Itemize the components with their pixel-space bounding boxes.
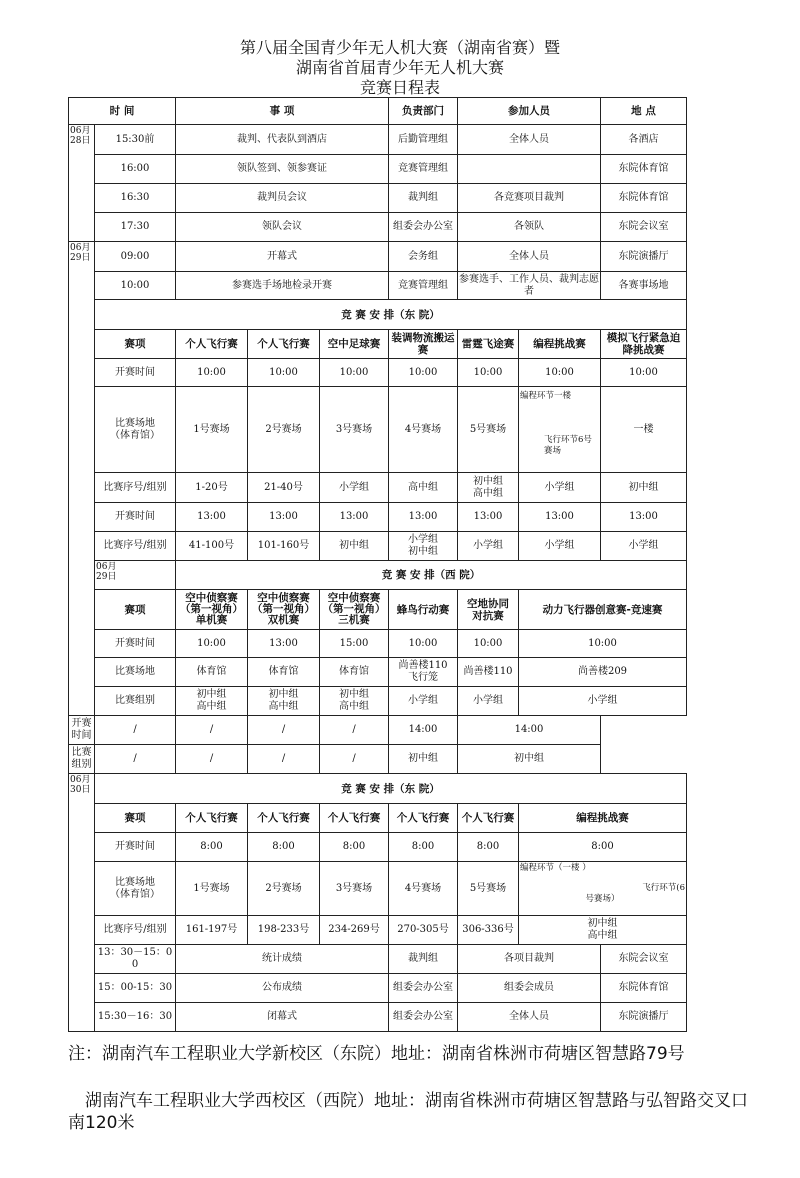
group: 161-197号 — [176, 916, 248, 945]
time-cell: 17:30 — [95, 213, 176, 242]
row-label: 比赛序号/组别 — [95, 916, 176, 945]
section-title-east-30: 竞 赛 安 排（东 院） — [95, 774, 687, 804]
start-time: 15:00 — [320, 630, 389, 658]
note-east-campus: 注：湖南汽车工程职业大学新校区（东院）地址：湖南省株洲市荷塘区智慧路79号 — [68, 1044, 685, 1064]
table-row — [69, 833, 687, 862]
row-label: 比赛序号/组别 — [95, 532, 176, 561]
group: 234-269号 — [320, 916, 389, 945]
start-time: 10:00 — [176, 630, 248, 658]
table-row — [69, 387, 687, 473]
venue: 尚善楼110 飞行笼 — [389, 658, 458, 687]
event-name: 个人飞行赛 — [389, 804, 458, 833]
group: 小学组 — [519, 473, 601, 503]
matter-cell: 闭幕式 — [176, 1003, 389, 1032]
group: 小学组 — [458, 532, 519, 561]
row-label: 开赛时间 — [95, 359, 176, 387]
start-time: 8:00 — [320, 833, 389, 862]
time-cell: 16:30 — [95, 184, 176, 213]
row-label: 比赛场地 — [95, 658, 176, 687]
event-name: 个人飞行赛 — [176, 330, 248, 359]
start-time: 10:00 — [389, 359, 458, 387]
venue: 尚善楼110 — [458, 658, 519, 687]
table-row — [69, 945, 687, 974]
table-row — [69, 473, 687, 503]
start-time: 10:00 — [601, 359, 687, 387]
group: 初中组 — [320, 532, 389, 561]
start-time: / — [176, 716, 248, 745]
dept-cell: 裁判组 — [389, 184, 458, 213]
event-label: 赛项 — [95, 330, 176, 359]
event-name: 个人飞行赛 — [176, 804, 248, 833]
group: 初中组 — [389, 745, 458, 774]
event-name: 装调物流搬运赛 — [389, 330, 458, 359]
section-title-east: 竞 赛 安 排（东 院） — [95, 300, 687, 330]
venue-prog-bottom: 号赛场） — [585, 894, 620, 904]
group: 小学组 — [458, 687, 519, 716]
place-cell: 各酒店 — [601, 125, 687, 155]
event-label: 赛项 — [95, 804, 176, 833]
table-row — [69, 745, 687, 774]
header-time: 时 间 — [69, 98, 176, 125]
venue: 4号赛场 — [389, 387, 458, 473]
venue-programming — [519, 387, 601, 473]
date-cell: 06月 29日 — [95, 561, 176, 590]
table-row — [69, 503, 687, 532]
venue: 体育馆 — [176, 658, 248, 687]
group: 初中组 — [458, 745, 601, 774]
group: 小学组 初中组 — [389, 532, 458, 561]
matter-cell: 统计成绩 — [176, 945, 389, 974]
time-cell: 15：00-15：30 — [95, 974, 176, 1003]
table-row — [69, 359, 687, 387]
group: 初中组 高中组 — [320, 687, 389, 716]
table-row — [69, 272, 687, 300]
group: 270-305号 — [389, 916, 458, 945]
start-time: / — [248, 716, 320, 745]
matter-cell: 公布成绩 — [176, 974, 389, 1003]
group: 初中组 高中组 — [458, 473, 519, 503]
start-time: 10:00 — [519, 630, 687, 658]
row-label: 开赛时间 — [69, 716, 95, 745]
time-cell: 15:30－16：30 — [95, 1003, 176, 1032]
venue: 2号赛场 — [248, 387, 320, 473]
doc-title-schedule: 竞赛日程表 — [359, 78, 440, 97]
row-label: 开赛时间 — [95, 630, 176, 658]
people-cell — [458, 155, 601, 184]
people-cell: 组委会成员 — [458, 974, 601, 1003]
start-time: 8:00 — [458, 833, 519, 862]
matter-cell: 领队会议 — [176, 213, 389, 242]
start-time: 13:00 — [519, 503, 601, 532]
group: / — [95, 745, 176, 774]
group: 高中组 — [389, 473, 458, 503]
venue-prog-top: 编程环节（一楼 ） — [520, 863, 591, 873]
venue: 体育馆 — [248, 658, 320, 687]
dept-cell: 会务组 — [389, 242, 458, 272]
group: 41-100号 — [176, 532, 248, 561]
table-row — [69, 213, 687, 242]
start-time: 13:00 — [248, 630, 320, 658]
header-people: 参加人员 — [458, 98, 601, 125]
group: / — [248, 745, 320, 774]
people-cell: 各领队 — [458, 213, 601, 242]
start-time: 14:00 — [458, 716, 601, 745]
event-name: 空地协同 对抗赛 — [458, 590, 519, 630]
start-time: 13:00 — [320, 503, 389, 532]
event-name: 编程挑战赛 — [519, 804, 687, 833]
event-name: 蜂鸟行动赛 — [389, 590, 458, 630]
event-label: 赛项 — [95, 590, 176, 630]
start-time: 8:00 — [519, 833, 687, 862]
event-row — [69, 804, 687, 833]
time-cell: 15:30前 — [95, 125, 176, 155]
start-time: 10:00 — [248, 359, 320, 387]
start-time: 10:00 — [320, 359, 389, 387]
venue-prog-top: 编程环节一楼 — [520, 391, 572, 401]
event-name: 个人飞行赛 — [248, 804, 320, 833]
venue: 尚善楼209 — [519, 658, 687, 687]
venue: 3号赛场 — [320, 862, 389, 916]
venue: 5号赛场 — [458, 387, 519, 473]
group: / — [320, 745, 389, 774]
group: 初中组 高中组 — [176, 687, 248, 716]
dept-cell: 组委会办公室 — [389, 1003, 458, 1032]
start-time: 13:00 — [389, 503, 458, 532]
note-west-campus: 湖南汽车工程职业大学西校区（西院）地址：湖南省株洲市荷塘区智慧路与弘智路交叉口南120米 — [68, 1091, 748, 1133]
group: 小学组 — [320, 473, 389, 503]
row-label: 比赛场地 （体育馆） — [95, 387, 176, 473]
time-cell: 10:00 — [95, 272, 176, 300]
venue-prog-mid: 飞行环节(6 — [642, 883, 685, 893]
table-row — [69, 716, 687, 745]
event-name: 个人飞行赛 — [248, 330, 320, 359]
start-time: 13:00 — [176, 503, 248, 532]
venue: 5号赛场 — [458, 862, 519, 916]
venue: 2号赛场 — [248, 862, 320, 916]
group: 小学组 — [519, 687, 687, 716]
matter-cell: 裁判员会议 — [176, 184, 389, 213]
time-cell: 13：30－15：00 — [95, 945, 176, 974]
start-time: 10:00 — [389, 630, 458, 658]
dept-cell: 组委会办公室 — [389, 213, 458, 242]
place-cell: 东院体育馆 — [601, 184, 687, 213]
start-time: 10:00 — [176, 359, 248, 387]
event-name: 雷霆飞途赛 — [458, 330, 519, 359]
row-label: 比赛序号/组别 — [95, 473, 176, 503]
dept-cell: 竞赛管理组 — [389, 272, 458, 300]
table-row — [69, 916, 687, 945]
place-cell: 东院演播厅 — [601, 242, 687, 272]
people-cell: 全体人员 — [458, 1003, 601, 1032]
start-time: 13:00 — [601, 503, 687, 532]
place-cell: 东院体育馆 — [601, 155, 687, 184]
group: 101-160号 — [248, 532, 320, 561]
group: / — [176, 745, 248, 774]
event-name: 编程挑战赛 — [519, 330, 601, 359]
start-time: 10:00 — [458, 630, 519, 658]
dept-cell: 裁判组 — [389, 945, 458, 974]
venue: 体育馆 — [320, 658, 389, 687]
section-header-row — [69, 774, 687, 804]
start-time: 8:00 — [248, 833, 320, 862]
table-row — [69, 630, 687, 658]
date-cell: 06月 30日 — [69, 774, 95, 1032]
time-cell: 16:00 — [95, 155, 176, 184]
start-time: 10:00 — [519, 359, 601, 387]
group: 21-40号 — [248, 473, 320, 503]
section-title-west: 竞 赛 安 排（西 院） — [176, 561, 687, 590]
start-time: 10:00 — [458, 359, 519, 387]
venue-prog-bottom: 飞行环节6号赛场 — [544, 435, 592, 456]
date-cell: 06月 28日 — [69, 125, 95, 242]
date-cell: 06月 29日 — [69, 242, 95, 716]
table-row — [69, 687, 687, 716]
table-row — [69, 862, 687, 916]
doc-title-line2: 湖南省首届青少年无人机大赛 — [295, 58, 504, 77]
start-time: / — [320, 716, 389, 745]
header-place: 地 点 — [601, 98, 687, 125]
group: 小学组 — [389, 687, 458, 716]
venue: 1号赛场 — [176, 387, 248, 473]
header-dept: 负责部门 — [389, 98, 458, 125]
matter-cell: 开幕式 — [176, 242, 389, 272]
event-name: 动力飞行器创意赛-竞速赛 — [519, 590, 687, 630]
start-time: 13:00 — [248, 503, 320, 532]
table-row — [69, 532, 687, 561]
table-row — [69, 155, 687, 184]
matter-cell: 裁判、代表队到酒店 — [176, 125, 389, 155]
matter-cell: 参赛选手场地检录开赛 — [176, 272, 389, 300]
start-time: 8:00 — [389, 833, 458, 862]
group: 306-336号 — [458, 916, 519, 945]
time-cell: 09:00 — [95, 242, 176, 272]
doc-title-line1: 第八届全国青少年无人机大赛（湖南省赛）暨 — [239, 38, 560, 57]
venue: 3号赛场 — [320, 387, 389, 473]
group: 小学组 — [601, 532, 687, 561]
group: 小学组 — [519, 532, 601, 561]
table-row — [69, 1003, 687, 1032]
place-cell: 东院会议室 — [601, 945, 687, 974]
table-row — [69, 125, 687, 155]
place-cell: 东院体育馆 — [601, 974, 687, 1003]
place-cell: 各赛事场地 — [601, 272, 687, 300]
event-name: 空中侦察赛 （第一视角） 单机赛 — [176, 590, 248, 630]
place-cell: 东院会议室 — [601, 213, 687, 242]
people-cell: 各项目裁判 — [458, 945, 601, 974]
header-matter: 事 项 — [176, 98, 389, 125]
people-cell: 全体人员 — [458, 242, 601, 272]
table-row — [69, 974, 687, 1003]
people-cell: 参赛选手、工作人员、裁判志愿者 — [458, 272, 601, 300]
venue: 1号赛场 — [176, 862, 248, 916]
section-header-row — [69, 561, 687, 590]
venue-programming — [519, 862, 687, 916]
group: 1-20号 — [176, 473, 248, 503]
event-name: 空中足球赛 — [320, 330, 389, 359]
row-label: 比赛场地 （体育馆） — [95, 862, 176, 916]
dept-cell: 组委会办公室 — [389, 974, 458, 1003]
event-name: 模拟飞行紧急迫降挑战赛 — [601, 330, 687, 359]
start-time: 13:00 — [458, 503, 519, 532]
row-label: 开赛时间 — [95, 833, 176, 862]
section-header-row — [69, 300, 687, 330]
event-name: 个人飞行赛 — [320, 804, 389, 833]
matter-cell: 领队签到、领参赛证 — [176, 155, 389, 184]
venue: 一楼 — [601, 387, 687, 473]
people-cell: 全体人员 — [458, 125, 601, 155]
place-cell: 东院演播厅 — [601, 1003, 687, 1032]
group: 初中组 高中组 — [519, 916, 687, 945]
row-label: 开赛时间 — [95, 503, 176, 532]
start-time: / — [95, 716, 176, 745]
event-name: 空中侦察赛 （第一视角） 双机赛 — [248, 590, 320, 630]
venue: 4号赛场 — [389, 862, 458, 916]
event-name: 空中侦察赛 （第一视角） 三机赛 — [320, 590, 389, 630]
event-row — [69, 590, 687, 630]
start-time: 14:00 — [389, 716, 458, 745]
event-name: 个人飞行赛 — [458, 804, 519, 833]
row-label: 比赛组别 — [69, 745, 95, 774]
event-row — [69, 330, 687, 359]
group: 初中组 — [601, 473, 687, 503]
table-row — [69, 242, 687, 272]
row-label: 比赛组别 — [95, 687, 176, 716]
dept-cell: 竞赛管理组 — [389, 155, 458, 184]
start-time: 8:00 — [176, 833, 248, 862]
group: 初中组 高中组 — [248, 687, 320, 716]
table-row — [69, 658, 687, 687]
group: 198-233号 — [248, 916, 320, 945]
table-row — [69, 184, 687, 213]
people-cell: 各竞赛项目裁判 — [458, 184, 601, 213]
dept-cell: 后勤管理组 — [389, 125, 458, 155]
schedule-table — [68, 97, 687, 1032]
table-header-row — [69, 98, 687, 125]
